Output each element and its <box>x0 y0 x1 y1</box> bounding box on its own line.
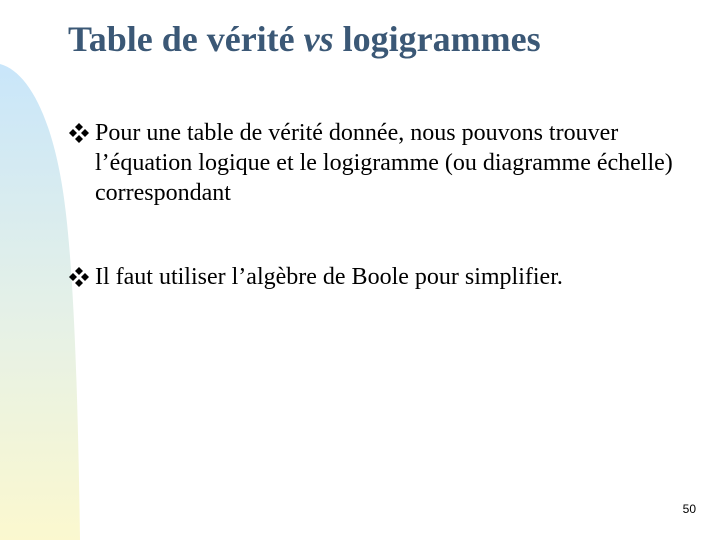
four-diamond-bullet-icon <box>68 122 90 144</box>
bullet-item <box>68 118 688 208</box>
slide-title <box>68 18 541 60</box>
bullet-list <box>68 118 688 292</box>
title-text-end: logigrammes <box>333 19 541 59</box>
bullet-text: Il faut utiliser l’algèbre de Boole pour simplifier. <box>95 264 563 290</box>
title-text-start: Table de vérité <box>68 19 304 59</box>
four-diamond-bullet-icon <box>68 266 90 288</box>
bullet-text: Pour une table de vérité donnée, nous pouvons trouver l’équation logique et le logigramme (ou diagramme échelle) correspondant <box>95 120 673 206</box>
title-text-italic: vs <box>303 19 334 59</box>
bullet-item <box>68 262 688 292</box>
page-number: 50 <box>682 502 696 516</box>
